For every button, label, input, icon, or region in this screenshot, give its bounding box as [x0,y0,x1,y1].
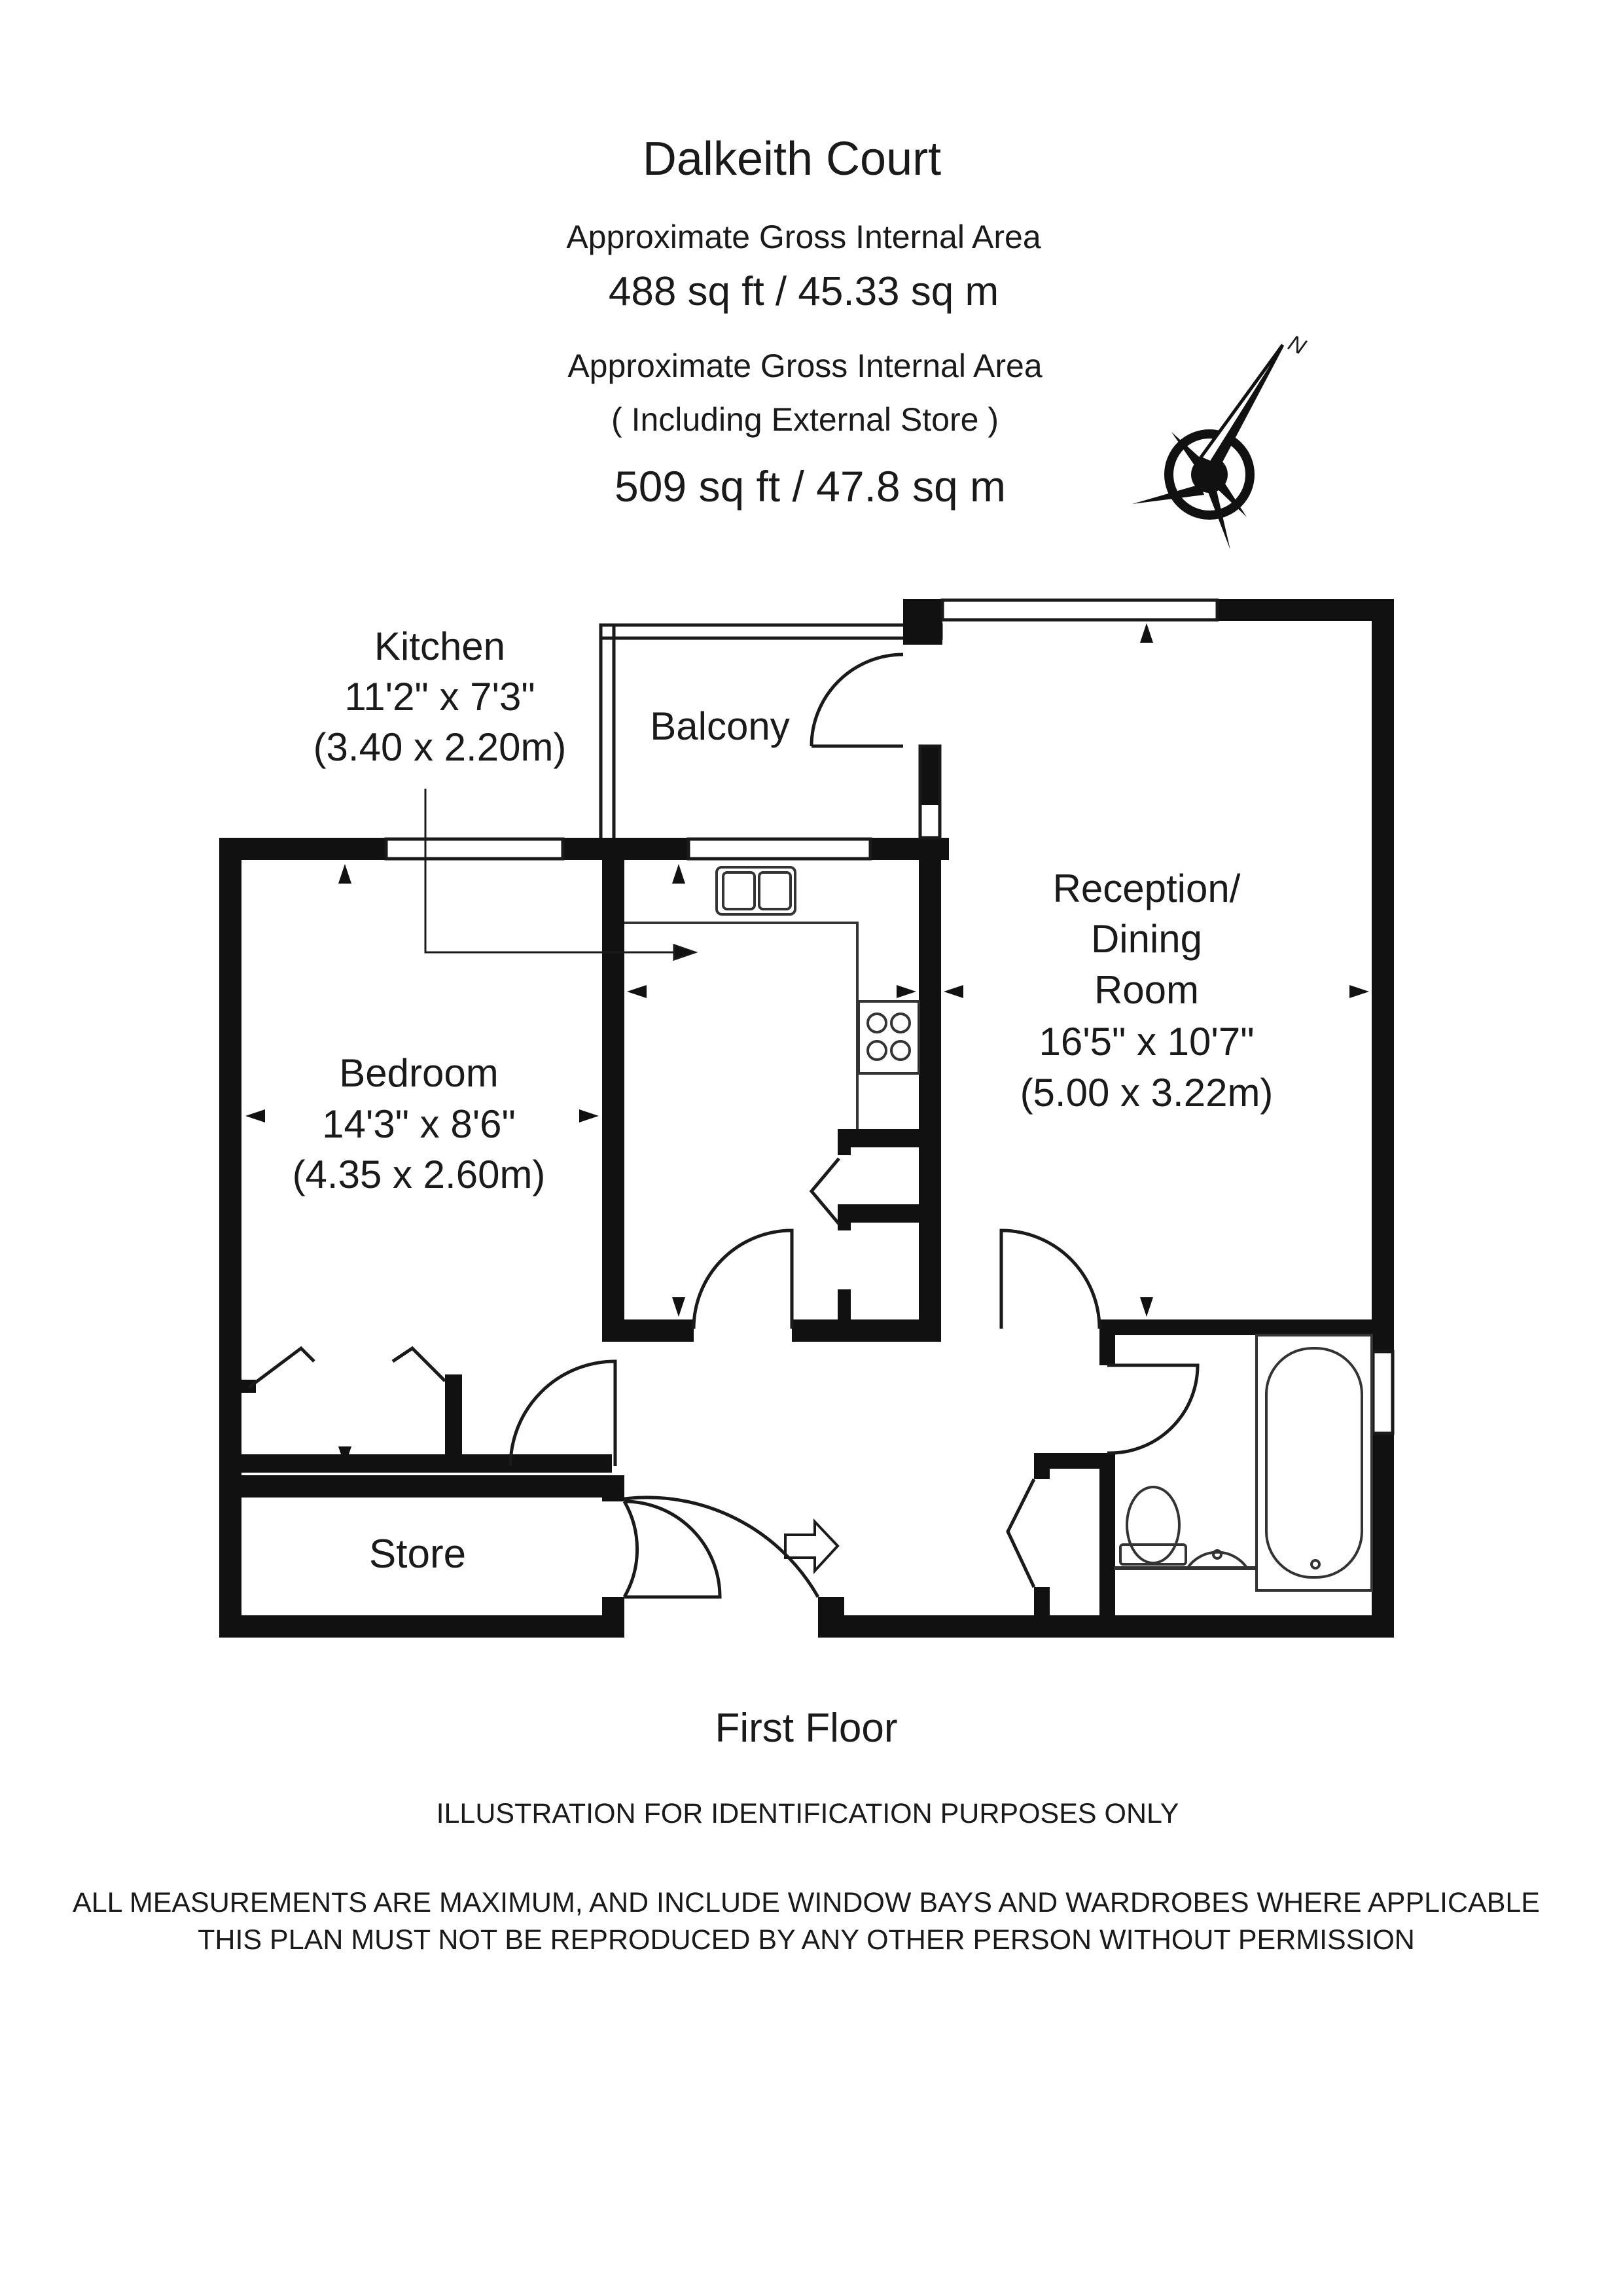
reception-name-2: Dining [1090,917,1203,961]
reception-imperial: 16'5" x 10'7" [1039,1020,1255,1064]
footer-disclaimer-3: THIS PLAN MUST NOT BE REPRODUCED BY ANY OTHER PERSON WITHOUT PERMISSION [198,1924,1415,1956]
footer-disclaimer-2: ALL MEASUREMENTS ARE MAXIMUM, AND INCLUDE WINDOW BAYS AND WARDROBES WHERE APPLICABLE [73,1887,1540,1918]
bedroom-metric: (4.35 x 2.60m) [292,1153,546,1196]
basin-icon [1188,1552,1247,1568]
hob-icon [859,1001,919,1073]
room-labels [293,624,1274,1577]
kitchen-door [694,1230,792,1329]
kitchen-name: Kitchen [374,624,506,668]
reception-name-1: Reception/ [1052,867,1241,910]
area-note-external-store: ( Including External Store ) [611,401,999,438]
bathroom-door [1107,1365,1198,1453]
reception-door [1001,1230,1099,1329]
bedroom-door [510,1361,615,1466]
area-label-including-store: Approximate Gross Internal Area [567,348,1043,384]
footer-disclaimer-1: ILLUSTRATION FOR IDENTIFICATION PURPOSES ONLY [436,1798,1179,1829]
entrance-door [624,1498,818,1597]
hall-cupboard-door [1008,1479,1034,1587]
area-value-including-store: 509 sq ft / 47.8 sq m [615,462,1006,511]
north-compass-icon [1132,331,1310,550]
reception-metric: (5.00 x 3.22m) [1020,1071,1274,1115]
kitchen-fixtures [624,867,919,1129]
bathroom-fixtures [1115,1335,1372,1590]
balcony-name: Balcony [650,704,790,748]
wardrobe-door-right [393,1348,445,1381]
toilet-icon [1127,1487,1179,1563]
area-value: 488 sq ft / 45.33 sq m [608,269,999,314]
kitchen-cupboard-door [812,1158,839,1224]
floor-label: First Floor [715,1706,898,1751]
bedroom-name: Bedroom [339,1051,499,1095]
kitchen-window [688,839,870,859]
bathroom-window [1373,1352,1393,1433]
bedroom-imperial: 14'3" x 8'6" [322,1102,516,1146]
balcony-door [812,655,903,746]
plan-title: Dalkeith Court [642,133,942,185]
compass-north-letter: N [1284,330,1310,360]
store-door [624,1501,637,1597]
wardrobe-door-left [249,1348,314,1388]
kitchen-metric: (3.40 x 2.20m) [313,725,567,769]
bath-icon [1257,1335,1372,1590]
reception-window [942,600,1217,620]
bedroom-window [386,839,563,859]
kitchen-imperial: 11'2" x 7'3" [344,675,535,719]
area-label: Approximate Gross Internal Area [566,219,1041,255]
store-name: Store [368,1532,467,1577]
reception-name-3: Room [1094,968,1200,1012]
kitchen-leader [425,789,695,960]
